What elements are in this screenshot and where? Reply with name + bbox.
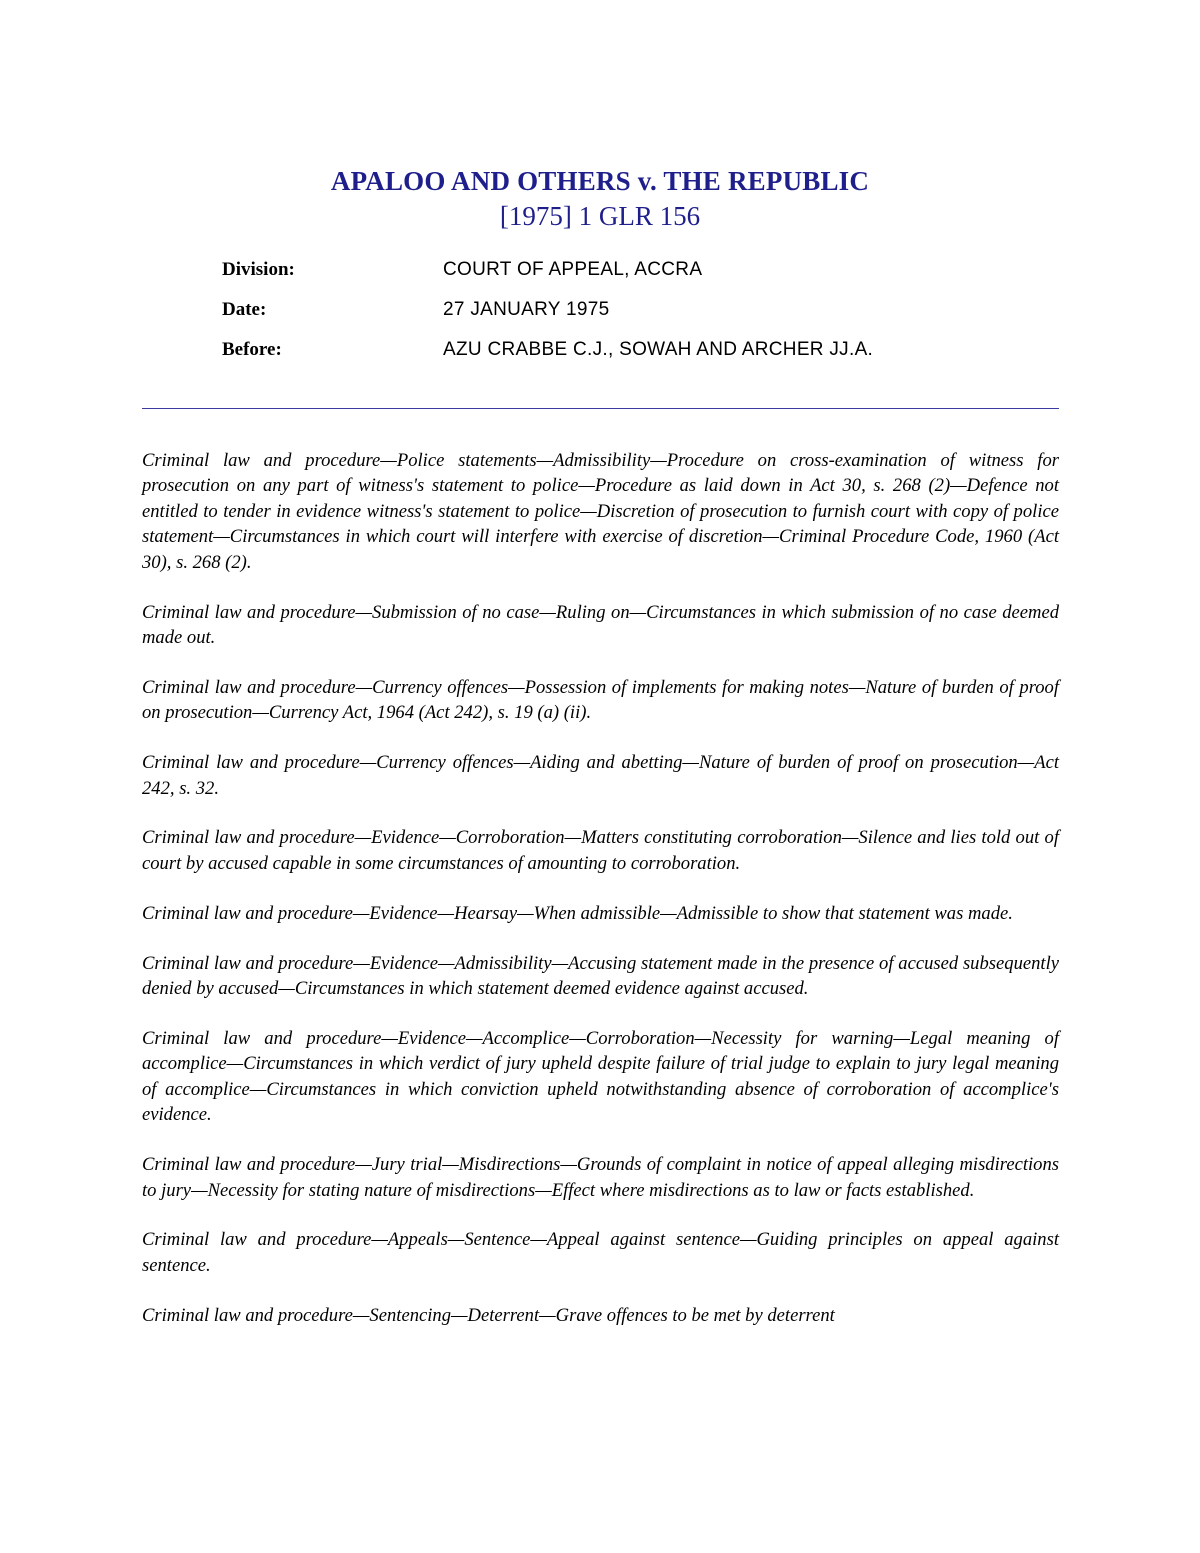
headnote-paragraph: Criminal law and procedure—Currency offences—Possession of implements for making notes—Nature of burden of proof on prosecution—Currency Act, 1964 (Act 242), s. 19 (a) (ii).: [142, 676, 1059, 724]
headnote-paragraph: Criminal law and procedure—Appeals—Sentence—Appeal against sentence—Guiding principles on appeal against sentence.: [142, 1229, 1059, 1276]
headnote-paragraph: Criminal law and procedure—Evidence—Hearsay—When admissible—Admissible to show that statement was made.: [142, 902, 1013, 924]
headnote-paragraph: Criminal law and procedure—Evidence—Admissibility—Accusing statement made in the presence of accused subsequently denied by accused—Circumstances in which statement deemed evidence against accused.: [142, 952, 1059, 1000]
headnote-paragraph: Criminal law and procedure—Jury trial—Misdirections—Grounds of complaint in notice of appeal alleging misdirections to jury—Necessity for stating nature of misdirections—Effect where misdirections as to law or facts established.: [142, 1154, 1059, 1201]
date-label: Date:: [222, 299, 267, 320]
headnote-paragraph: Criminal law and procedure—Currency offences—Aiding and abetting—Nature of burden of proof on prosecution—Act 242, s. 32.: [142, 752, 1059, 799]
headnote-paragraph: Criminal law and procedure—Submission of no case—Ruling on—Circumstances in which submission of no case deemed made out.: [142, 601, 1059, 648]
before-value: AZU CRABBE C.J., SOWAH AND ARCHER JJ.A.: [443, 339, 874, 360]
date-value: 27 JANUARY 1975: [443, 299, 610, 320]
headnote-paragraph: Criminal law and procedure—Evidence—Accomplice—Corroboration—Necessity for warning—Legal meaning of accomplice—Circumstances in which verdict of jury upheld despite failure of trial judge to explain to jury legal meaning of accomplice—Circumstances in which conviction upheld notwithstanding absence of corroboration of accomplice's evidence.: [142, 1028, 1059, 1126]
headnote-paragraph: Criminal law and procedure—Police statements—Admissibility—Procedure on cross-examination of witness for prosecution on any part of witness's statement to police—Procedure as laid down in Act 30, s. 268 (2)—Defence not entitled to tender in evidence witness's statement to police—Discretion of prosecution to furnish court with copy of police statement—Circumstances in which court will interfere with exercise of discretion—Criminal Procedure Code, 1960 (Act 30), s. 268 (2).: [142, 450, 1059, 573]
division-label: Division:: [222, 259, 295, 280]
before-label: Before:: [222, 339, 282, 360]
headnotes: [142, 448, 1059, 1353]
case-title: APALOO AND OTHERS v. THE REPUBLIC: [330, 166, 870, 196]
division-row: [222, 259, 1022, 299]
case-citation: [1975] 1 GLR 156: [499, 201, 701, 231]
headnote-paragraph: Criminal law and procedure—Evidence—Corroboration—Matters constituting corroboration—Silence and lies told out of court by accused capable in some circumstances of amounting to corroboration.: [142, 827, 1059, 874]
date-row: [222, 299, 1022, 339]
case-metadata: [222, 259, 1022, 379]
header-divider: [142, 408, 1059, 409]
headnote-paragraph: Criminal law and procedure—Sentencing—Deterrent—Grave offences to be met by deterrent: [142, 1304, 835, 1326]
division-value: COURT OF APPEAL, ACCRA: [443, 259, 703, 280]
before-row: [222, 339, 1022, 379]
